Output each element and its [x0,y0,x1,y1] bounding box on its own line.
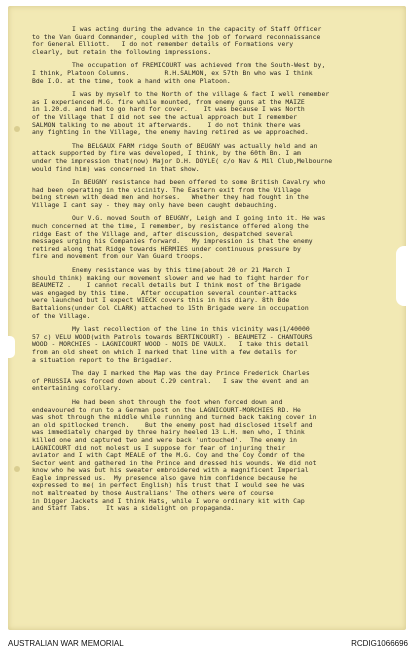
text-line: expressed to me( in perfect English) his trust that I would see he was [32,481,305,490]
torn-edge [8,336,15,358]
paragraph [32,143,394,173]
text-line: SALMON talking to me about it afterwards. I do not think there was [32,120,301,129]
text-line: to the Van Guard Commander, coupled with the job of forward reconnaissance [32,32,321,41]
text-line: was engaged by this time. After occupation several counter-attacks [32,288,298,297]
text-line: in 1.20.d. and had to go hard for cover. It was because I was North [32,105,305,114]
text-line: The occupation of FREMICOURT was achieved from the South-West by, [72,61,326,70]
text-line: Eagle impressed us. My presence also gave him confidence because he [32,473,298,482]
text-line: fire and movement from our Van Guard troops. [32,252,204,261]
paragraph [32,26,394,56]
punch-hole [14,466,20,472]
text-line: of PRUSSIA was forced down about C.29 central. I saw the event and an [32,376,309,385]
paragraph [32,91,394,137]
text-line: messages urging his Companies forward. My impression is that the enemy [32,237,313,246]
text-line: any fighting in the Village, the enemy having retired as we approached. [32,128,309,137]
text-line: Bde I.O. at the time, took a hand with one Platoon. [32,76,231,85]
paragraph [32,399,394,513]
text-line: much concerned at the time, I remember, by resistance offered along the [32,222,309,231]
text-line: WOOD - MORCHIES - LAGNICOURT WOOD - NOIS DE VAULX. I take this detail [32,340,309,349]
paragraph [32,179,394,209]
text-line: endeavoured to run to a German post on the LAGNICOURT-MORCHIES RD. He [32,405,301,414]
text-line: entertaining corollary. [32,384,122,393]
text-line: would find him) was concerned in that show. [32,164,200,173]
torn-edge [396,246,406,306]
text-line: attack supported by fire was developed, I think, by the 60th Bn. I am [32,149,301,158]
document-id: RCDIG1066696 [351,639,408,648]
text-line: In BEUGNY resistance had been offered to some British Cavalry who [72,178,326,187]
text-line: Village I cant say - they may only have been caught debauching. [32,200,278,209]
paragraph [32,267,394,320]
text-line: Enemy resistance was by this time(about 20 or 21 March I [72,266,291,275]
text-line: killed one and captured two and were back 'untouched'. The enemy in [32,435,298,444]
text-line: from an old sheet on which I marked that line with a few details for [32,347,298,356]
typed-text-body [32,26,394,519]
paragraph [32,215,394,261]
text-line: I was acting during the advance in the capacity of Staff Officer [72,25,322,33]
text-line: aviator and I with Capt MEALE of the M.G. Coy and the Coy Comdr of the [32,451,305,460]
text-line: being strewn with dead men and horses. Whether they had fought in the [32,193,309,202]
punch-hole [14,126,20,132]
text-line: 57 c) VELU WOOD(with Patrols towards BERTINCOURT) - BEAUMETZ - CHANTOURS [32,332,313,341]
text-line: The day I marked the Map was the day Prince Frederick Charles [72,369,310,378]
text-line: should think) making our movement slower and we had to fight harder for [32,273,309,282]
archive-footer [8,639,408,651]
text-line: He had been shot through the foot when forced down and [72,397,283,406]
text-line: Sector went and gathered in the Prince and dressed his wounds. We did not [32,458,317,467]
paragraph [32,370,394,393]
text-line: were launched but I expect WIECK covers this in his diary. 8th Bde [32,296,290,305]
text-line: Our V.G. moved South of BEUGNY, Leigh and I going into it. He was [72,214,326,223]
text-line: clearly, but retain the following impressions. [32,47,212,56]
punch-holes [14,6,22,630]
text-line: and Staff Tabs. It was a sidelight on propaganda. [32,504,235,513]
text-line: The BELGAUX FARM ridge South of BEUGNY was actually held and an [72,141,318,150]
text-line: Battalions(under Col CLARK) attached to 15th Brigade were in occupation [32,304,309,312]
text-line: a situation report to the Brigadier. [32,355,173,364]
paragraph [32,326,394,364]
text-line: retired along that Ridge towards HERMIES under continuous pressure by [32,244,301,253]
paragraph [32,62,394,85]
text-line: LAGNICOURT did not molest us I suppose for fear of injuring their [32,443,286,452]
text-line: I was by myself to the North of the village & fact I well remember [72,90,330,99]
text-line: was shot through the middle while running and turned back taking cover in [32,413,317,422]
text-line: an old spitlocked trench. But the enemy post had disclosed itself and [32,420,313,429]
text-line: ridge East of the Village and, after discussion, despatched several [32,229,294,238]
text-line: as I experienced M.G. fire while mounted, from enemy guns at the MAIZE [32,97,305,106]
text-line: for General Elliott. I do not remember details of Formations very [32,40,294,49]
text-line: under the impression that(now) Major D.H. DOYLE( c/o Nav & Mil Club,Melbourne [32,156,333,165]
text-line: of the Village. [32,311,91,320]
text-line: had been operating in the vicinity. The Eastern exit from the Village [32,185,301,194]
text-line: of the Village that I did not see the actual approach but I remember [32,112,298,121]
text-line: not maltreated by those Australians' The others were of course [32,489,274,498]
text-line: was immediately charged by three hairy heeled 13 L.H. men who, I think [32,428,305,437]
text-line: BEAUMETZ . I cannot recall details but I think most of the Brigade [32,281,301,290]
text-line: in Digger Jackets and I think Hats, while I wore ordinary kit with Cap [32,496,305,505]
document-page [8,6,406,630]
text-line: know who he was but his sweater embroidered with a magnificent Imperial [32,466,309,475]
text-line: My last recollection of the line in this vicinity was(1/40000 [72,325,310,334]
text-line: I think, Platoon Columns. R.H.SALMON, ex 57th Bn who was I think [32,68,313,77]
archive-name: AUSTRALIAN WAR MEMORIAL [8,639,124,648]
